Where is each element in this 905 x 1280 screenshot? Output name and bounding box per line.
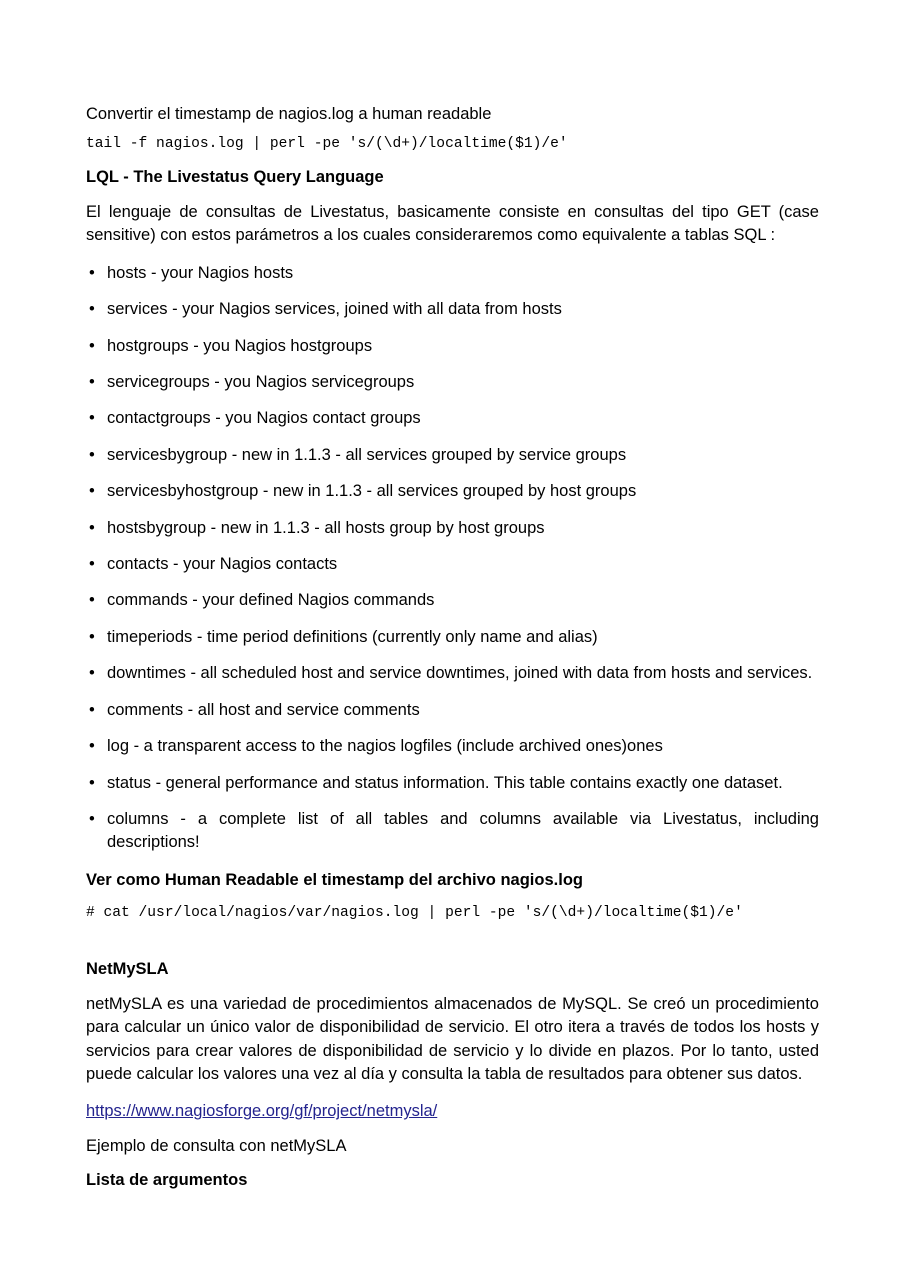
list-item: • log - a transparent access to the nagios logfiles (include archived ones)ones (86, 735, 819, 758)
human-readable-heading: Ver como Human Readable el timestamp del archivo nagios.log (86, 870, 583, 889)
intro-paragraph: Convertir el timestamp de nagios.log a human readable (86, 105, 492, 123)
spacer (86, 1086, 819, 1100)
arguments-heading: Lista de argumentos (86, 1171, 248, 1190)
spacer (86, 248, 819, 262)
netmysla-link[interactable]: https://www.nagiosforge.org/gf/project/netmysla/ (86, 1102, 438, 1121)
human-readable-code-line: # cat /usr/local/nagios/var/nagios.log | perl -pe 's/(\d+)/localtime($1)/e' (86, 905, 743, 922)
spacer (86, 126, 819, 134)
list-item: • columns - a complete list of all tables and columns available via Livestatus, including descriptions! (86, 808, 819, 855)
list-item: • downtimes - all scheduled host and service downtimes, joined with data from hosts and services. (86, 662, 819, 685)
spacer (86, 1158, 819, 1169)
livestatus-tables-list (86, 262, 819, 855)
list-item: • status - general performance and status information. This table contains exactly one dataset. (86, 772, 819, 795)
list-item: • hostsbygroup - new in 1.1.3 - all hosts group by host groups (86, 517, 819, 540)
spacer (86, 155, 819, 166)
intro-code-line: tail -f nagios.log | perl -pe 's/(\d+)/localtime($1)/e' (86, 136, 568, 153)
spacer-empty-paragraph (86, 924, 819, 958)
spacer (86, 190, 819, 201)
spacer (86, 855, 819, 869)
netmysla-paragraph: netMySLA es una variedad de procedimientos almacenados de MySQL. Se creó un procedimiento para calcular un único valor de disponibilidad de servicio. El otro itera a través de todos los hosts y servicios para crear valores de disponibilidad de servicio y lo divide en plazos. Por lo tanto, usted puede calcular los valores una vez al día y consulta la tabla de resultados para obtener sus datos. (86, 994, 819, 1083)
list-item: • servicesbyhostgroup - new in 1.1.3 - all services grouped by host groups (86, 480, 819, 503)
spacer (86, 892, 819, 903)
spacer (86, 1124, 819, 1135)
lql-paragraph: El lenguaje de consultas de Livestatus, basicamente consiste en consultas del tipo GET (case sensitive) con estos parámetros a los cuales consideraremos como equivalente a tablas SQL : (86, 202, 819, 245)
list-item: • hostgroups - you Nagios hostgroups (86, 335, 819, 358)
netmysla-link-paragraph (86, 1100, 819, 1123)
list-item: • servicegroups - you Nagios servicegroups (86, 371, 819, 394)
netmysla-heading: NetMySLA (86, 960, 169, 979)
list-item: • comments - all host and service comments (86, 699, 819, 722)
list-item: • contactgroups - you Nagios contact groups (86, 407, 819, 430)
list-item: • contacts - your Nagios contacts (86, 553, 819, 576)
list-item: • hosts - your Nagios hosts (86, 262, 819, 285)
list-item: • commands - your defined Nagios commands (86, 589, 819, 612)
document-content (86, 103, 819, 1193)
list-item: • services - your Nagios services, joined with all data from hosts (86, 298, 819, 321)
list-item: • servicesbygroup - new in 1.1.3 - all services grouped by service groups (86, 444, 819, 467)
list-item: • timeperiods - time period definitions (currently only name and alias) (86, 626, 819, 649)
lql-heading: LQL - The Livestatus Query Language (86, 168, 384, 187)
example-paragraph: Ejemplo de consulta con netMySLA (86, 1136, 347, 1155)
spacer (86, 982, 819, 993)
